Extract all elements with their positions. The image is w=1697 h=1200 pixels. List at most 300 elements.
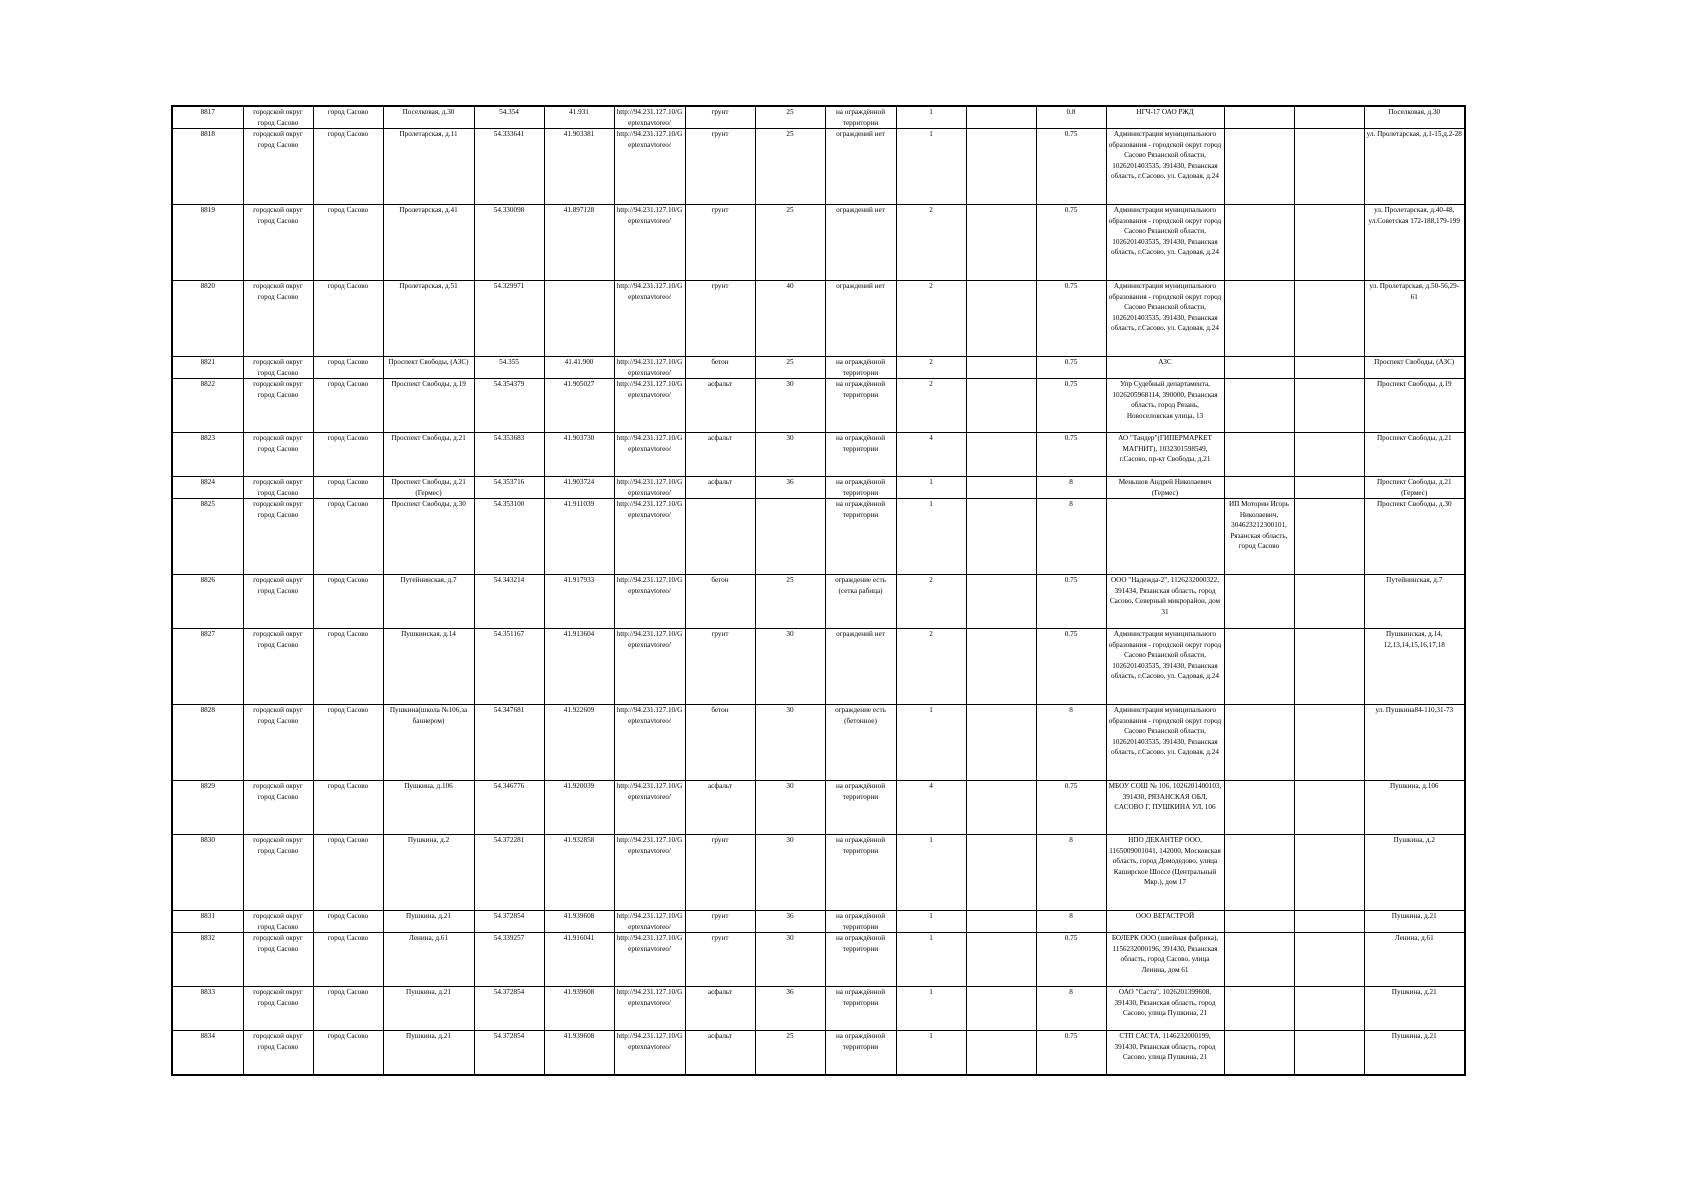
cell-volume: 8 [1036,987,1106,1031]
cell-owner: Упр Судебный департамента, 1026205968114, 390000, Рязанская область, город Рязань, Новоселовская улица, 13 [1106,379,1224,433]
cell-link: http://94.231.127.10/Geptexnavtoreo/ [614,433,685,477]
cell-link: http://94.231.127.10/Geptexnavtoreo/ [614,205,685,281]
cell-owner: ООО "Надежда-2", 1126232000322, 391434, Рязанская область, город Сасово, Северный микрорайон, дом 31 [1106,575,1224,629]
cell-fence: ограждений нет [825,281,896,357]
cell-number: 8820 [172,281,243,357]
cell-latitude: 54.353716 [474,477,544,499]
cell-address: Пушкина, д.106 [383,781,474,835]
cell-area: 30 [755,433,825,477]
cell-sources: ул. Пролетарская, д.50-56,29-61 [1364,281,1465,357]
cell-municipality: городской округ город Сасово [243,205,313,281]
cell-municipality: городской округ город Сасово [243,987,313,1031]
cell-empty [966,499,1036,575]
table-row [172,477,1465,499]
cell-sources: Пушкина, д.2 [1364,835,1465,911]
cell-link: http://94.231.127.10/Geptexnavtoreo/ [614,129,685,205]
cell-volume: 8 [1036,705,1106,781]
cell-empty [966,835,1036,911]
cell-address: Поселковая, д.30 [383,106,474,129]
cell-volume: 8 [1036,835,1106,911]
cell-longitude: 41.922609 [544,705,614,781]
cell-volume: 0.75 [1036,357,1106,379]
cell-volume: 0.75 [1036,433,1106,477]
cell-surface: грунт [685,281,755,357]
cell-fence: на ограждённой территории [825,1031,896,1075]
cell-containers: 4 [896,433,966,477]
cell-surface: грунт [685,911,755,933]
cell-number: 8827 [172,629,243,705]
cell-owner: ООО ВЕГАСТРОЙ [1106,911,1224,933]
cell-link: http://94.231.127.10/Geptexnavtoreo/ [614,629,685,705]
cell-surface: грунт [685,205,755,281]
cell-area: 30 [755,933,825,987]
cell-owner: Администрация муниципального образования - городской округ город Сасово Рязанской области, 1026201403535, 391430, Рязанская область, г.Сасово, ул. Садовая, д.24 [1106,629,1224,705]
table-row [172,433,1465,477]
cell-containers: 1 [896,933,966,987]
cell-municipality: городской округ город Сасово [243,129,313,205]
cell-settlement: город Сасово [313,575,383,629]
cell-fence: ограждение есть (бетонное) [825,705,896,781]
cell-empty [966,987,1036,1031]
cell-entrepreneur [1224,575,1294,629]
cell-longitude: 41.897128 [544,205,614,281]
cell-number: 8823 [172,433,243,477]
cell-longitude: 41.903730 [544,433,614,477]
cell-longitude: 41.932858 [544,835,614,911]
cell-surface: грунт [685,835,755,911]
cell-sources: Пушкина, д.21 [1364,987,1465,1031]
cell-containers: 1 [896,705,966,781]
cell-entrepreneur [1224,379,1294,433]
cell-number: 8821 [172,357,243,379]
table-row [172,911,1465,933]
cell-municipality: городской округ город Сасово [243,705,313,781]
cell-fence: на ограждённой территории [825,835,896,911]
cell-empty [966,357,1036,379]
cell-extra [1294,705,1364,781]
cell-longitude: 41.905027 [544,379,614,433]
cell-longitude: 41.903381 [544,129,614,205]
cell-latitude: 54.343214 [474,575,544,629]
cell-settlement: город Сасово [313,379,383,433]
cell-entrepreneur [1224,911,1294,933]
cell-address: Путейнинская, д.7 [383,575,474,629]
cell-containers: 2 [896,575,966,629]
cell-empty [966,129,1036,205]
cell-sources: Пушкина, д.106 [1364,781,1465,835]
cell-latitude: 54.372854 [474,911,544,933]
table-row [172,129,1465,205]
cell-area: 30 [755,379,825,433]
cell-empty [966,379,1036,433]
cell-entrepreneur [1224,357,1294,379]
cell-owner: Администрация муниципального образования - городской округ город Сасово Рязанской области, 1026201403535, 391430, Рязанская область, г.Сасово, ул. Садовая, д.24 [1106,281,1224,357]
cell-number: 8834 [172,1031,243,1075]
cell-fence: на ограждённой территории [825,987,896,1031]
table-row [172,205,1465,281]
cell-volume: 0.75 [1036,1031,1106,1075]
cell-owner: Администрация муниципального образования - городской округ город Сасово Рязанской области, 1026201403535, 391430, Рязанская область, г.Сасово, ул. Садовая, д.24 [1106,205,1224,281]
table-row [172,781,1465,835]
cell-volume: 0.75 [1036,129,1106,205]
cell-number: 8832 [172,933,243,987]
cell-surface: асфальт [685,781,755,835]
cell-link: http://94.231.127.10/Geptexnavtoreo/ [614,835,685,911]
cell-extra [1294,575,1364,629]
cell-municipality: городской округ город Сасово [243,575,313,629]
cell-volume: 0.75 [1036,781,1106,835]
cell-extra [1294,106,1364,129]
cell-longitude: 41.903724 [544,477,614,499]
cell-containers: 1 [896,987,966,1031]
cell-area: 25 [755,129,825,205]
cell-owner: Администрация муниципального образования - городской округ город Сасово Рязанской области, 1026201403535, 391430, Рязанская область, г.Сасово, ул. Садовая, д.24 [1106,705,1224,781]
cell-area [755,499,825,575]
cell-fence: на ограждённой территории [825,499,896,575]
cell-entrepreneur [1224,1031,1294,1075]
cell-containers: 1 [896,106,966,129]
cell-containers: 1 [896,1031,966,1075]
cell-empty [966,205,1036,281]
cell-link: http://94.231.127.10/Geptexnavtoreo/ [614,106,685,129]
cell-municipality: городской округ город Сасово [243,933,313,987]
cell-settlement: город Сасово [313,781,383,835]
cell-sources: Путейнинская, д.7 [1364,575,1465,629]
cell-settlement: город Сасово [313,433,383,477]
cell-owner: НПО ДЕКАНТЕР ООО, 1165009001041, 142000, Московская область, город Домодедово, улица Каширское Шоссе (Центральный Мкр.), дом 17 [1106,835,1224,911]
cell-surface: бетон [685,575,755,629]
cell-number: 8829 [172,781,243,835]
cell-municipality: городской округ город Сасово [243,477,313,499]
cell-entrepreneur [1224,129,1294,205]
cell-extra [1294,433,1364,477]
cell-latitude: 54.353683 [474,433,544,477]
cell-fence: ограждений нет [825,629,896,705]
cell-area: 25 [755,1031,825,1075]
cell-area: 36 [755,987,825,1031]
cell-latitude: 54.372854 [474,987,544,1031]
cell-fence: на ограждённой территории [825,357,896,379]
cell-municipality: городской округ город Сасово [243,629,313,705]
cell-fence: на ограждённой территории [825,477,896,499]
cell-longitude: 41.917933 [544,575,614,629]
cell-sources: Проспект Свободы, д.30 [1364,499,1465,575]
cell-sources: ул. Пролетарская, д.1-15,д.2-28 [1364,129,1465,205]
cell-sources: Поселковая, д.30 [1364,106,1465,129]
cell-settlement: город Сасово [313,499,383,575]
registry-table [171,105,1466,1076]
cell-owner: Меньшов Андрей Николаевич (Гермес) [1106,477,1224,499]
cell-volume: 0.75 [1036,933,1106,987]
cell-latitude: 54.372854 [474,1031,544,1075]
cell-volume: 8 [1036,477,1106,499]
cell-link: http://94.231.127.10/Geptexnavtoreo/ [614,379,685,433]
cell-municipality: городской округ город Сасово [243,1031,313,1075]
cell-municipality: городской округ город Сасово [243,106,313,129]
table-row [172,379,1465,433]
cell-entrepreneur [1224,835,1294,911]
cell-volume: 0.75 [1036,379,1106,433]
cell-number: 8833 [172,987,243,1031]
cell-municipality: городской округ город Сасово [243,281,313,357]
cell-settlement: город Сасово [313,129,383,205]
cell-municipality: городской округ город Сасово [243,781,313,835]
cell-sources: Пушкинская, д.14, 12,13,14,15,16,17,18 [1364,629,1465,705]
cell-longitude: 41.931 [544,106,614,129]
cell-link: http://94.231.127.10/Geptexnavtoreo/ [614,1031,685,1075]
cell-link: http://94.231.127.10/Geptexnavtoreo/ [614,281,685,357]
cell-extra [1294,933,1364,987]
cell-sources: Проспект Свободы, (АЗС) [1364,357,1465,379]
cell-latitude: 54.346776 [474,781,544,835]
cell-empty [966,281,1036,357]
cell-volume: 0.8 [1036,106,1106,129]
cell-volume: 0.75 [1036,281,1106,357]
cell-number: 8830 [172,835,243,911]
cell-sources: ул. Пушкина84-110,31-73 [1364,705,1465,781]
cell-longitude: 41.911039 [544,499,614,575]
cell-surface: бетон [685,357,755,379]
cell-link: http://94.231.127.10/Geptexnavtoreo/ [614,575,685,629]
cell-entrepreneur [1224,987,1294,1031]
cell-containers: 1 [896,835,966,911]
cell-area: 25 [755,106,825,129]
cell-area: 30 [755,705,825,781]
cell-link: http://94.231.127.10/Geptexnavtoreo/ [614,933,685,987]
cell-number: 8825 [172,499,243,575]
cell-extra [1294,835,1364,911]
cell-entrepreneur [1224,477,1294,499]
cell-settlement: город Сасово [313,987,383,1031]
cell-address: Пролетарская, д.51 [383,281,474,357]
table-row [172,629,1465,705]
cell-municipality: городской округ город Сасово [243,835,313,911]
cell-empty [966,781,1036,835]
cell-containers: 1 [896,499,966,575]
cell-owner: БОЛЕРК ООО (швейная фабрика), 1156232000196, 391430, Рязанская область, город Сасово, улица Ленина, дом 61 [1106,933,1224,987]
cell-sources: Ленина, д.61 [1364,933,1465,987]
cell-latitude: 54.354 [474,106,544,129]
cell-volume: 8 [1036,911,1106,933]
cell-sources: ул. Пролетарская, д.40-48, ул.Советская 172-188,179-199 [1364,205,1465,281]
cell-latitude: 54.353100 [474,499,544,575]
cell-area: 40 [755,281,825,357]
cell-entrepreneur [1224,106,1294,129]
cell-number: 8822 [172,379,243,433]
cell-containers: 2 [896,205,966,281]
cell-surface: бетон [685,705,755,781]
cell-address: Проспект Свободы, д.21 [383,433,474,477]
cell-settlement: город Сасово [313,835,383,911]
cell-address: Пушкинская, д.14 [383,629,474,705]
cell-latitude: 54.351167 [474,629,544,705]
cell-extra [1294,129,1364,205]
cell-containers: 1 [896,911,966,933]
cell-containers: 2 [896,629,966,705]
cell-longitude: 41.913604 [544,629,614,705]
cell-fence: на ограждённой территории [825,106,896,129]
cell-area: 36 [755,911,825,933]
table-row [172,1031,1465,1075]
cell-address: Проспект Свободы, д.30 [383,499,474,575]
cell-area: 30 [755,629,825,705]
cell-link: http://94.231.127.10/Geptexnavtoreo/ [614,911,685,933]
cell-surface: асфальт [685,1031,755,1075]
cell-address: Пушкина, д.21 [383,911,474,933]
cell-address: Пушкина(школа №106,за баннером) [383,705,474,781]
cell-extra [1294,379,1364,433]
cell-empty [966,705,1036,781]
cell-settlement: город Сасово [313,629,383,705]
cell-surface [685,499,755,575]
cell-fence: на ограждённой территории [825,911,896,933]
cell-settlement: город Сасово [313,933,383,987]
cell-address: Пушкина, д.21 [383,987,474,1031]
cell-containers: 1 [896,129,966,205]
cell-area: 36 [755,477,825,499]
cell-latitude: 54.355 [474,357,544,379]
cell-sources: Пушкина, д.21 [1364,911,1465,933]
cell-address: Проспект Свободы, д.19 [383,379,474,433]
cell-owner: Администрация муниципального образования - городской округ город Сасово Рязанской области, 1026201403535, 391430, Рязанская область, г.Сасово, ул. Садовая, д.24 [1106,129,1224,205]
cell-number: 8831 [172,911,243,933]
cell-owner: МБОУ СОШ № 106, 1026201400103, 391430, РЯЗАНСКАЯ ОБЛ, САСОВО Г, ПУШКИНА УЛ, 106 [1106,781,1224,835]
cell-longitude: 41.939608 [544,1031,614,1075]
cell-municipality: городской округ город Сасово [243,433,313,477]
cell-extra [1294,781,1364,835]
table-row [172,499,1465,575]
cell-latitude: 54.339257 [474,933,544,987]
cell-longitude: 41.916041 [544,933,614,987]
cell-empty [966,106,1036,129]
cell-containers: 2 [896,379,966,433]
cell-number: 8819 [172,205,243,281]
cell-empty [966,629,1036,705]
cell-address: Пушкина, д.21 [383,1031,474,1075]
cell-owner: НГЧ-17 ОАО РЖД [1106,106,1224,129]
cell-extra [1294,987,1364,1031]
table-row [172,835,1465,911]
cell-owner: ОАО "Саста", 1026201399608, 391430, Рязанская область, город Сасово, улица Пушкина, 21 [1106,987,1224,1031]
cell-surface: асфальт [685,987,755,1031]
cell-containers: 2 [896,357,966,379]
table-row [172,357,1465,379]
cell-address: Пролетарская, д.41 [383,205,474,281]
cell-settlement: город Сасово [313,357,383,379]
cell-extra [1294,477,1364,499]
table-row [172,575,1465,629]
cell-area: 25 [755,357,825,379]
cell-empty [966,477,1036,499]
cell-number: 8818 [172,129,243,205]
cell-volume: 8 [1036,499,1106,575]
cell-entrepreneur [1224,205,1294,281]
cell-latitude: 54.330098 [474,205,544,281]
cell-settlement: город Сасово [313,106,383,129]
cell-municipality: городской округ город Сасово [243,911,313,933]
cell-number: 8826 [172,575,243,629]
cell-number: 8828 [172,705,243,781]
table-row [172,933,1465,987]
cell-surface: грунт [685,129,755,205]
cell-extra [1294,205,1364,281]
cell-entrepreneur [1224,629,1294,705]
cell-address: Пушкина, д.2 [383,835,474,911]
cell-surface: асфальт [685,433,755,477]
cell-surface: асфальт [685,379,755,433]
cell-address: Ленина, д.61 [383,933,474,987]
cell-address: Пролетарская, д.11 [383,129,474,205]
cell-owner: АЗС [1106,357,1224,379]
cell-municipality: городской округ город Сасово [243,499,313,575]
cell-number: 8824 [172,477,243,499]
cell-extra [1294,1031,1364,1075]
cell-sources: Проспект Свободы, д.19 [1364,379,1465,433]
cell-link: http://94.231.127.10/Geptexnavtoreo/ [614,499,685,575]
cell-fence: на ограждённой территории [825,781,896,835]
cell-link: http://94.231.127.10/Geptexnavtoreo/ [614,357,685,379]
cell-surface: асфальт [685,477,755,499]
cell-longitude [544,281,614,357]
cell-area: 25 [755,205,825,281]
cell-fence: ограждение есть (сетка рабица) [825,575,896,629]
cell-sources: Пушкина, д.21 [1364,1031,1465,1075]
cell-number: 8817 [172,106,243,129]
cell-municipality: городской округ город Сасово [243,379,313,433]
cell-area: 25 [755,575,825,629]
cell-area: 30 [755,781,825,835]
cell-extra [1294,911,1364,933]
table-row [172,705,1465,781]
cell-settlement: город Сасово [313,911,383,933]
cell-owner: СТП САСТА, 1146232000199, 391430, Рязанская область, город Сасово, улица Пушкина, 21 [1106,1031,1224,1075]
cell-entrepreneur: ИП Моторин Игорь Николаевич, 304623212300101, Рязанская область, город Сасово [1224,499,1294,575]
cell-latitude: 54.347681 [474,705,544,781]
cell-fence: на ограждённой территории [825,379,896,433]
cell-empty [966,433,1036,477]
cell-link: http://94.231.127.10/Geptexnavtoreo/ [614,705,685,781]
cell-entrepreneur [1224,705,1294,781]
cell-containers: 4 [896,781,966,835]
cell-empty [966,933,1036,987]
cell-sources: Проспект Свободы, д.21 [1364,433,1465,477]
cell-entrepreneur [1224,933,1294,987]
cell-address: Проспект Свободы, (АЗС) [383,357,474,379]
cell-owner [1106,499,1224,575]
cell-link: http://94.231.127.10/Geptexnavtoreo/ [614,477,685,499]
cell-surface: грунт [685,933,755,987]
cell-volume: 0.75 [1036,629,1106,705]
cell-area: 30 [755,835,825,911]
cell-address: Проспект Свободы, д.21 (Гермес) [383,477,474,499]
cell-latitude: 54.333641 [474,129,544,205]
cell-latitude: 54.354379 [474,379,544,433]
cell-owner: АО "Тандер"(ГИПЕРМАРКЕТ МАГНИТ), 1032301598549, г.Сасово, пр-кт Свободы, д.21 [1106,433,1224,477]
cell-surface: грунт [685,106,755,129]
cell-longitude: 41.939608 [544,987,614,1031]
table-row [172,106,1465,129]
cell-settlement: город Сасово [313,205,383,281]
cell-settlement: город Сасово [313,705,383,781]
cell-surface: грунт [685,629,755,705]
table-row [172,987,1465,1031]
cell-latitude: 54.329971 [474,281,544,357]
cell-entrepreneur [1224,781,1294,835]
cell-empty [966,575,1036,629]
cell-volume: 0.75 [1036,575,1106,629]
cell-link: http://94.231.127.10/Geptexnavtoreo/ [614,987,685,1031]
cell-empty [966,911,1036,933]
